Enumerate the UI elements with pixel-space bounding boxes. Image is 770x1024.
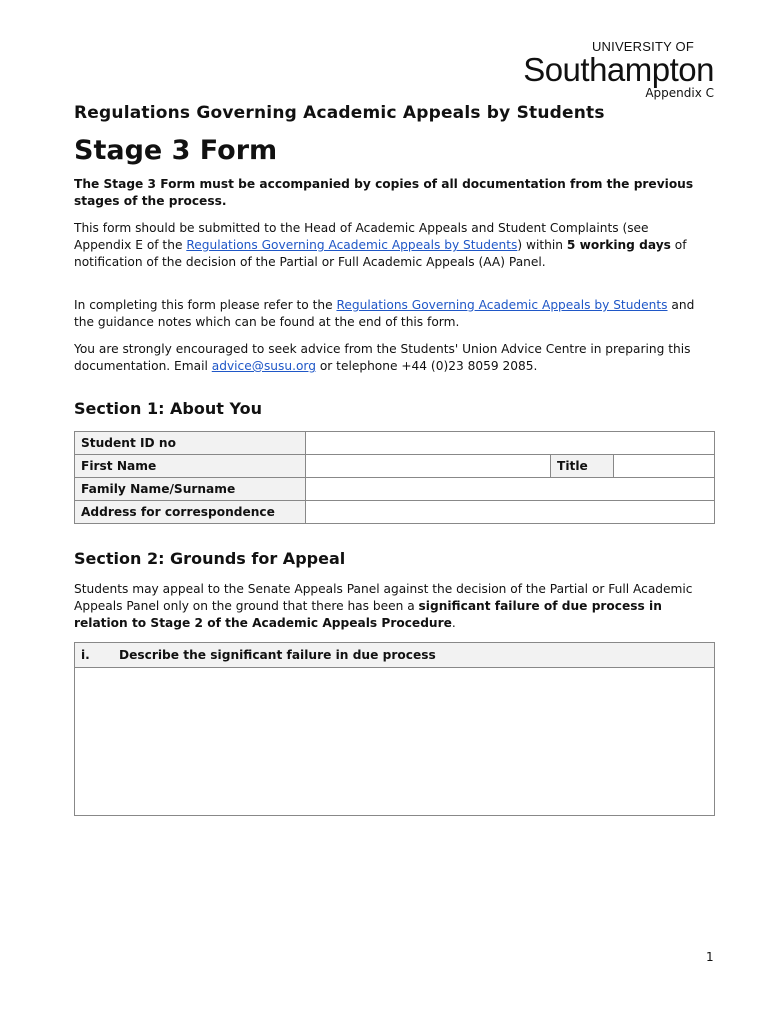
grounds-text-a: Students may appeal to the Senate Appeals Panel against the decision of the Partial or Full Academic Appeals Panel only on the ground that there has been a <box>74 582 693 613</box>
submission-paragraph <box>74 220 704 271</box>
section2-heading: Section 2: Grounds for Appeal <box>74 549 346 568</box>
title-label: Title <box>551 455 614 478</box>
intro-bold-text: The Stage 3 Form must be accompanied by copies of all documentation from the previous stages of the process. <box>74 177 694 208</box>
family-name-field[interactable] <box>306 478 715 501</box>
first-name-field[interactable] <box>306 455 551 478</box>
grounds-bold: significant failure of due process in relation to Stage 2 of the Academic Appeals Procedure <box>74 599 662 630</box>
grounds-header <box>75 643 714 668</box>
failure-description-field[interactable] <box>75 668 714 815</box>
student-id-field[interactable] <box>306 432 715 455</box>
page-number: 1 <box>706 950 714 964</box>
logo-main-text: Southampton <box>523 51 714 88</box>
page-title: Stage 3 Form <box>74 135 278 166</box>
email-link[interactable]: advice@susu.org <box>211 359 316 373</box>
para2-text-a: In completing this form please refer to the <box>74 298 337 312</box>
student-id-label: Student ID no <box>75 432 306 455</box>
para3-text-b: or telephone +44 (0)23 8059 2085. <box>315 359 538 373</box>
address-field[interactable] <box>306 501 715 524</box>
university-logo <box>523 40 714 86</box>
grounds-item-label: Describe the significant failure in due process <box>119 648 436 662</box>
para1-text-a: This form should be submitted to the Head of Academic Appeals and Student Complaints (see Appendix E of the <box>74 221 649 252</box>
para1-bold: 5 working days <box>566 238 671 252</box>
grounds-box <box>74 642 715 816</box>
document-subtitle: Regulations Governing Academic Appeals by Students <box>74 103 605 123</box>
para1-text-c: of notification of the decision of the Partial or Full Academic Appeals (AA) Panel. <box>74 238 687 269</box>
regulations-link[interactable]: Regulations Governing Academic Appeals by Students <box>186 238 518 252</box>
about-you-table <box>74 431 715 524</box>
guidance-paragraph <box>74 297 704 331</box>
appendix-label: Appendix C <box>645 86 714 100</box>
section1-heading: Section 1: About You <box>74 399 262 418</box>
para1-text-b: ) within <box>517 238 567 252</box>
grounds-text-b: . <box>451 616 456 630</box>
grounds-item-number: i. <box>81 648 90 662</box>
first-name-label: First Name <box>75 455 306 478</box>
grounds-paragraph <box>74 581 704 632</box>
para3-text-a: You are strongly encouraged to seek advice from the Students' Union Advice Centre in preparing this documentation. Email <box>74 342 691 373</box>
family-name-label: Family Name/Surname <box>75 478 306 501</box>
title-field[interactable] <box>614 455 715 478</box>
intro-paragraph <box>74 176 704 210</box>
regulations-link-2[interactable]: Regulations Governing Academic Appeals by Students <box>336 298 668 312</box>
address-label: Address for correspondence <box>75 501 306 524</box>
advice-paragraph <box>74 341 704 375</box>
para2-text-b: and the guidance notes which can be found at the end of this form. <box>74 298 695 329</box>
logo-top-text: UNIVERSITY OF <box>591 39 694 54</box>
